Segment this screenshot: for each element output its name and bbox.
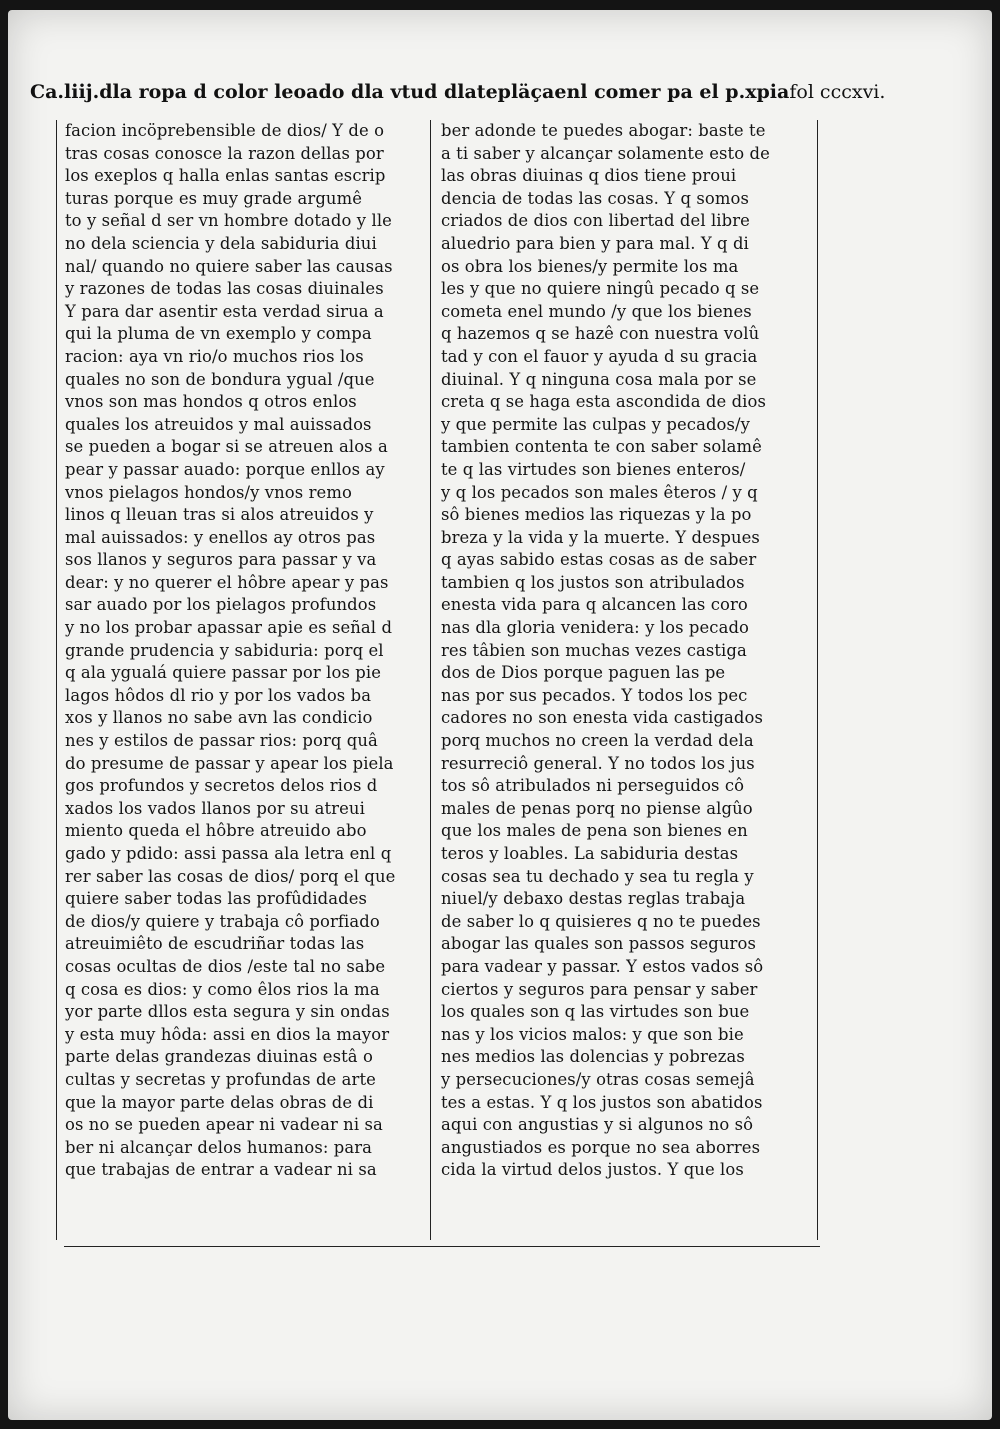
- text-line: aluedrio para bien y para mal. Y q di: [441, 233, 749, 253]
- text-line: xos y llanos no sabe avn las condicio: [65, 708, 373, 728]
- text-line: gado y pdido: assi passa ala letra enl q: [65, 844, 392, 863]
- text-line: y q los pecados son males êteros / y q: [441, 482, 758, 502]
- text-line: cosas ocultas de dios /este tal no sabe: [65, 956, 386, 976]
- text-line: atreuimiêto de escudriñar todas las: [65, 934, 365, 954]
- text-line: ciertos y seguros para pensar y saber: [441, 979, 758, 999]
- text-line: de saber lo q quisieres q no te puedes: [441, 911, 761, 931]
- text-line: sar auado por los pielagos profundos: [65, 595, 377, 615]
- text-line: quales no son de bondura ygual /que: [65, 369, 375, 389]
- text-line: teros y loables. La sabiduria destas: [441, 844, 739, 863]
- text-line: to y señal d ser vn hombre dotado y lle: [65, 211, 392, 231]
- text-line: te q las virtudes son bienes enteros/: [441, 459, 746, 479]
- text-line: niuel/y debaxo destas reglas trabaja: [441, 889, 746, 909]
- text-line: linos q lleuan tras si alos atreuidos y: [65, 505, 374, 525]
- text-line: creta q se haga esta ascondida de dios: [441, 392, 767, 412]
- running-header: [30, 72, 886, 112]
- text-line: se pueden a bogar si se atreuen alos a: [65, 437, 388, 457]
- text-line: cida la virtud delos justos. Y que los: [441, 1160, 744, 1180]
- text-line: nes medios las dolencias y pobrezas: [441, 1047, 745, 1067]
- text-line: las obras diuinas q dios tiene proui: [441, 166, 737, 186]
- text-line: que los males de pena son bienes en: [441, 821, 748, 841]
- text-line: ber adonde te puedes abogar: baste te: [441, 121, 766, 140]
- text-line: q cosa es dios: y como êlos rios la ma: [65, 979, 380, 999]
- text-line: aqui con angustias y si algunos no sô: [441, 1115, 754, 1135]
- text-line: nas dla gloria venidera: y los pecado: [441, 618, 750, 638]
- text-line: cosas sea tu dechado y sea tu regla y: [441, 866, 754, 886]
- text-line: Y para dar asentir esta verdad sirua a: [65, 301, 384, 321]
- text-line: racion: aya vn rio/o muchos rios los: [65, 346, 364, 366]
- text-line: de dios/y quiere y trabaja cô porfiado: [65, 911, 380, 931]
- text-line: que la mayor parte delas obras de di: [65, 1092, 374, 1112]
- text-line: les y que no quiere ningû pecado q se: [441, 279, 760, 299]
- text-line: y persecuciones/y otras cosas semejâ: [441, 1069, 755, 1089]
- text-line: dencia de todas las cosas. Y q somos: [441, 188, 750, 208]
- folio-number: fol cccxvi.: [789, 81, 886, 103]
- text-line: enesta vida para q alcancen las coro: [441, 595, 748, 615]
- text-line: mal auissados: y enellos ay otros pas: [65, 527, 376, 547]
- text-line: q ala ygualá quiere passar por los pie: [65, 663, 382, 683]
- text-line: os no se pueden apear ni vadear ni sa: [65, 1115, 383, 1135]
- text-line: y que permite las culpas y pecados/y: [441, 414, 751, 434]
- text-line: no dela sciencia y dela sabiduria diui: [65, 233, 377, 253]
- text-line: males de penas porq no piense algûo: [441, 798, 753, 818]
- text-line: porq muchos no creen la verdad dela: [441, 731, 754, 751]
- text-line: parte delas grandezas diuinas estâ o: [65, 1047, 373, 1067]
- text-line: tambien q los justos son atribulados: [441, 572, 745, 592]
- text-line: vnos pielagos hondos/y vnos remo: [65, 482, 352, 502]
- text-line: quales los atreuidos y mal auissados: [65, 414, 372, 434]
- text-line: y no los probar apassar apie es señal d: [65, 618, 393, 638]
- text-line: miento queda el hôbre atreuido abo: [65, 821, 367, 841]
- text-line: para vadear y passar. Y estos vados sô: [441, 956, 764, 976]
- text-line: do presume de passar y apear los piela: [65, 753, 394, 773]
- left-text-column: [56, 120, 417, 1240]
- text-line: los quales son q las virtudes son bue: [441, 1002, 750, 1022]
- text-line: nal/ quando no quiere saber las causas: [65, 256, 393, 276]
- text-line: tambien contenta te con saber solamê: [441, 437, 762, 457]
- text-line: cometa enel mundo /y que los bienes: [441, 301, 752, 321]
- text-line: tras cosas conosce la razon dellas por: [65, 143, 384, 163]
- text-line: pear y passar auado: porque enllos ay: [65, 459, 385, 479]
- text-line: breza y la vida y la muerte. Y despues: [441, 527, 760, 547]
- text-line: turas porque es muy grade argumê: [65, 188, 363, 208]
- text-line: q ayas sabido estas cosas as de saber: [441, 550, 757, 570]
- text-line: a ti saber y alcançar solamente esto de: [441, 143, 770, 163]
- text-line: quiere saber todas las profûdidades: [65, 889, 368, 909]
- text-line: tes a estas. Y q los justos son abatidos: [441, 1092, 763, 1112]
- text-line: qui la pluma de vn exemplo y compa: [65, 324, 372, 344]
- text-line: cultas y secretas y profundas de arte: [65, 1069, 376, 1089]
- text-line: cadores no son enesta vida castigados: [441, 708, 763, 728]
- text-line: los exeplos q halla enlas santas escrip: [65, 166, 386, 186]
- chapter-title: Ca.liij.dla ropa d color leoado dla vtud dlatepläçaenl comer pa el p.xpia: [30, 81, 790, 103]
- text-line: facion incöprebensible de dios/ Y de o: [65, 121, 385, 140]
- text-line: resurreciô general. Y no todos los jus: [441, 753, 755, 773]
- text-line: xados los vados llanos por su atreui: [65, 798, 365, 818]
- text-line: gos profundos y secretos delos rios d: [65, 776, 378, 796]
- text-line: tos sô atribulados ni perseguidos cô: [441, 776, 745, 796]
- text-line: nas y los vicios malos: y que son bie: [441, 1024, 744, 1044]
- bottom-rule: [64, 1246, 820, 1247]
- text-line: que trabajas de entrar a vadear ni sa: [65, 1160, 377, 1180]
- right-text-column: [430, 120, 818, 1240]
- text-line: angustiados es porque no sea aborres: [441, 1137, 761, 1157]
- text-line: q hazemos q se hazê con nuestra volû: [441, 324, 760, 344]
- text-line: diuinal. Y q ninguna cosa mala por se: [441, 369, 757, 389]
- text-line: rer saber las cosas de dios/ porq el que: [65, 866, 396, 886]
- text-line: lagos hôdos dl rio y por los vados ba: [65, 685, 372, 705]
- text-line: y esta muy hôda: assi en dios la mayor: [65, 1024, 390, 1044]
- text-line: nes y estilos de passar rios: porq quâ: [65, 731, 378, 751]
- text-line: dear: y no querer el hôbre apear y pas: [65, 572, 389, 592]
- text-line: criados de dios con libertad del libre: [441, 211, 750, 231]
- text-line: res tâbien son muchas vezes castiga: [441, 640, 747, 660]
- text-line: abogar las quales son passos seguros: [441, 934, 756, 954]
- text-line: nas por sus pecados. Y todos los pec: [441, 685, 748, 705]
- text-line: vnos son mas hondos q otros enlos: [65, 392, 357, 412]
- text-line: tad y con el fauor y ayuda d su gracia: [441, 346, 758, 366]
- text-line: sô bienes medios las riquezas y la po: [441, 505, 752, 525]
- text-line: grande prudencia y sabiduria: porq el: [65, 640, 384, 660]
- text-line: yor parte dllos esta segura y sin ondas: [65, 1002, 390, 1022]
- text-line: sos llanos y seguros para passar y va: [65, 550, 377, 570]
- text-line: dos de Dios porque paguen las pe: [441, 663, 726, 683]
- text-line: ber ni alcançar delos humanos: para: [65, 1137, 373, 1157]
- text-line: os obra los bienes/y permite los ma: [441, 256, 739, 276]
- text-line: y razones de todas las cosas diuinales: [65, 279, 384, 299]
